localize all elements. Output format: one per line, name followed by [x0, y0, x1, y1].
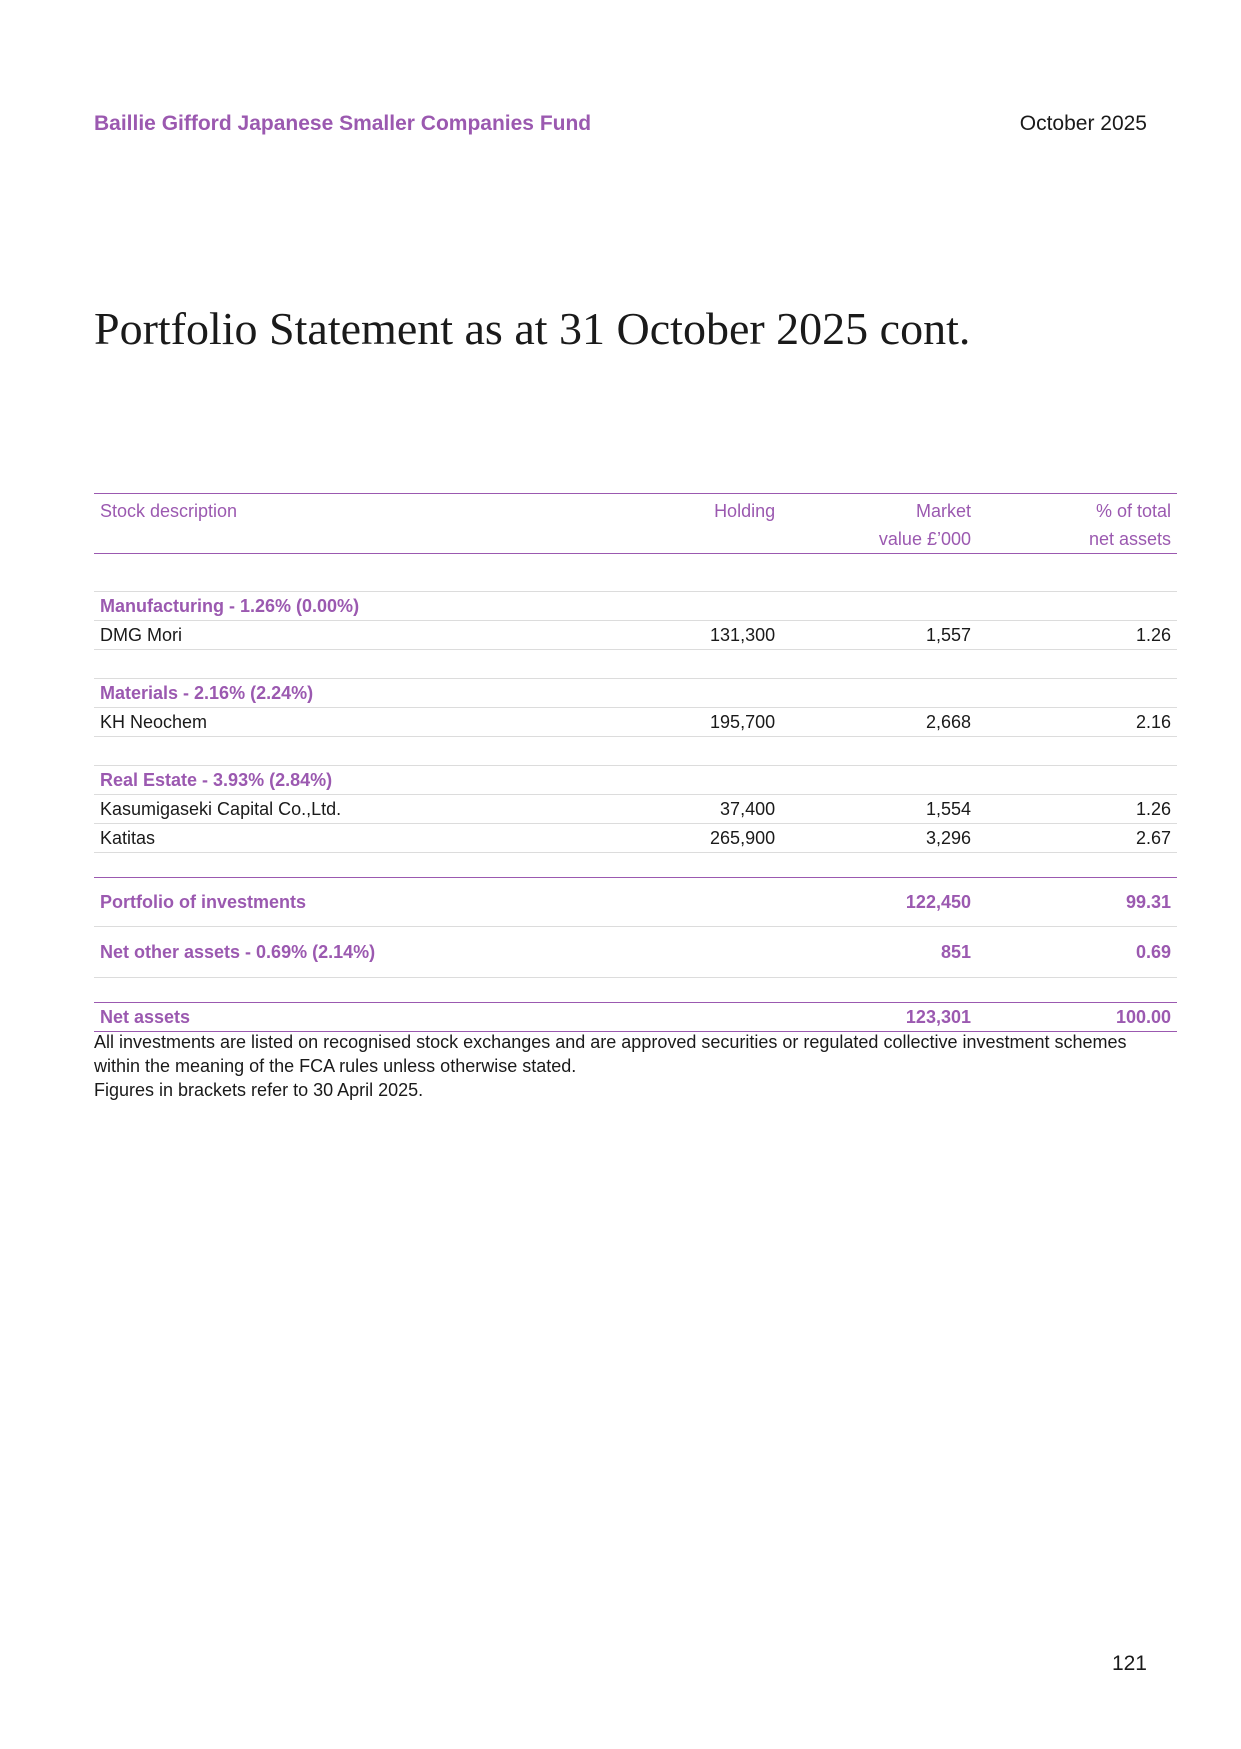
footnote-brackets: Figures in brackets refer to 30 April 2025. — [94, 1080, 424, 1100]
header-market-value — [781, 494, 977, 554]
portfolio-total-pct: 99.31 — [977, 878, 1177, 927]
stock-name: KH Neochem — [94, 708, 690, 737]
sector-label: Manufacturing - 1.26% (0.00%) — [94, 592, 1177, 621]
sector-row — [94, 766, 1177, 795]
sector-row — [94, 679, 1177, 708]
holding-cell: 265,900 — [690, 824, 781, 853]
header-stock-description: Stock description — [94, 494, 690, 554]
portfolio-total-label: Portfolio of investments — [94, 878, 690, 927]
table-row — [94, 824, 1177, 853]
spacer-row — [94, 978, 1177, 1003]
net-other-assets-pct: 0.69 — [977, 927, 1177, 978]
sector-row — [94, 592, 1177, 621]
fund-name: Baillie Gifford Japanese Smaller Companies Fund — [94, 112, 592, 135]
holding-cell: 37,400 — [690, 795, 781, 824]
footnote-listing: All investments are listed on recognised stock exchanges and are approved securities or regulated collective investment schemes within the meaning of the FCA rules unless otherwise stated. — [94, 1032, 1127, 1076]
net-assets-holding — [690, 1003, 781, 1032]
net-assets-row — [94, 1003, 1177, 1032]
sector-label: Real Estate - 3.93% (2.84%) — [94, 766, 1177, 795]
portfolio-table — [94, 493, 1177, 1032]
pct-cell: 2.16 — [977, 708, 1177, 737]
stock-name: DMG Mori — [94, 621, 690, 650]
table-row — [94, 621, 1177, 650]
report-date: October 2025 — [1019, 112, 1147, 135]
table-row — [94, 795, 1177, 824]
spacer-row — [94, 737, 1177, 766]
portfolio-table-container — [94, 493, 1177, 1032]
header-pct-line2: net assets — [1088, 529, 1171, 549]
stock-name: Kasumigaseki Capital Co.,Ltd. — [94, 795, 690, 824]
stock-name: Katitas — [94, 824, 690, 853]
market-value-cell: 1,557 — [781, 621, 977, 650]
net-other-assets-holding — [690, 927, 781, 978]
market-value-cell: 1,554 — [781, 795, 977, 824]
pct-cell: 2.67 — [977, 824, 1177, 853]
net-assets-label: Net assets — [94, 1003, 690, 1032]
net-assets-value: 123,301 — [781, 1003, 977, 1032]
page-number: 121 — [1111, 1652, 1147, 1675]
spacer-row — [94, 554, 1177, 592]
pct-cell: 1.26 — [977, 795, 1177, 824]
pct-cell: 1.26 — [977, 621, 1177, 650]
header-market-value-line1: Market — [915, 501, 971, 521]
spacer-row — [94, 853, 1177, 878]
net-other-assets-label: Net other assets - 0.69% (2.14%) — [94, 927, 690, 978]
table-header-row — [94, 494, 1177, 554]
holding-cell: 195,700 — [690, 708, 781, 737]
table-row — [94, 708, 1177, 737]
market-value-cell: 3,296 — [781, 824, 977, 853]
net-other-assets-value: 851 — [781, 927, 977, 978]
portfolio-total-row — [94, 878, 1177, 927]
footnotes — [94, 1030, 1177, 1102]
market-value-cell: 2,668 — [781, 708, 977, 737]
header-pct-line1: % of total — [1095, 501, 1171, 521]
portfolio-total-holding — [690, 878, 781, 927]
header-pct-net-assets — [977, 494, 1177, 554]
spacer-row — [94, 650, 1177, 679]
sector-label: Materials - 2.16% (2.24%) — [94, 679, 1177, 708]
header-market-value-line2: value £’000 — [878, 529, 971, 549]
net-assets-pct: 100.00 — [977, 1003, 1177, 1032]
holding-cell: 131,300 — [690, 621, 781, 650]
header-holding: Holding — [690, 494, 781, 554]
page-title: Portfolio Statement as at 31 October 2025 cont. — [94, 303, 971, 354]
portfolio-total-value: 122,450 — [781, 878, 977, 927]
net-other-assets-row — [94, 927, 1177, 978]
